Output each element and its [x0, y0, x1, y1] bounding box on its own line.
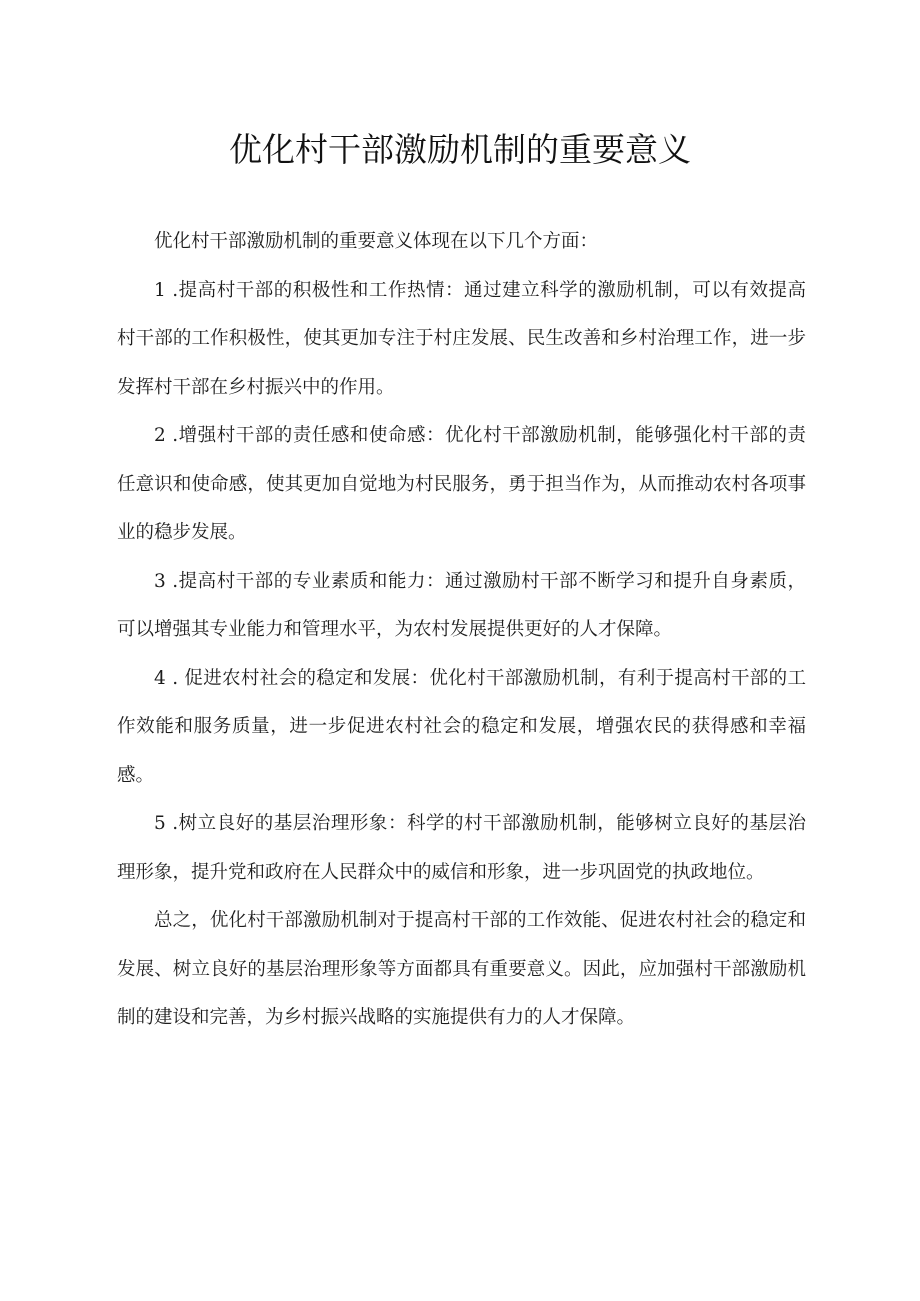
item-number: 3 — [154, 570, 166, 592]
conclusion-paragraph: 总之，优化村干部激励机制对于提高村干部的工作效能、促进农村社会的稳定和发展、树立良好的基层治理形象等方面都具有重要意义。因此，应加强村干部激励机制的建设和完善，为乡村振兴战略的实施提供有力的人才保障。 — [117, 910, 806, 1028]
list-item — [117, 558, 806, 655]
list-item — [117, 800, 806, 897]
item-text: . 促进农村社会的稳定和发展：优化村干部激励机制，有利于提高村干部的工作效能和服务质量，进一步促进农村社会的稳定和发展，增强农民的获得感和幸福感。 — [117, 667, 806, 786]
intro-paragraph: 优化村干部激励机制的重要意义体现在以下几个方面： — [154, 231, 599, 252]
item-text: .提高村干部的积极性和工作热情：通过建立科学的激励机制，可以有效提高村干部的工作积极性，使其更加专注于村庄发展、民生改善和乡村治理工作，进一步发挥村干部在乡村振兴中的作用。 — [117, 279, 806, 398]
item-text: .增强村干部的责任感和使命感：优化村干部激励机制，能够强化村干部的责任意识和使命感，使其更加自觉地为村民服务，勇于担当作为，从而推动农村各项事业的稳步发展。 — [117, 425, 806, 543]
list-item — [117, 412, 806, 558]
item-number: 2 — [154, 425, 166, 446]
item-number: 5 — [154, 813, 166, 834]
list-item — [117, 267, 806, 413]
item-text: .提高村干部的专业素质和能力：通过激励村干部不断学习和提升自身素质，可以增强其专业能力和管理水平，为农村发展提供更好的人才保障。 — [117, 570, 806, 640]
item-text: .树立良好的基层治理形象：科学的村干部激励机制，能够树立良好的基层治理形象，提升党和政府在人民群众中的威信和形象，进一步巩固党的执政地位。 — [117, 813, 806, 883]
list-item — [117, 655, 806, 801]
document-title: 优化村干部激励机制的重要意义 — [229, 130, 691, 169]
document-body — [117, 218, 806, 1043]
item-number: 1 — [154, 279, 166, 301]
item-number: 4 — [154, 667, 166, 689]
